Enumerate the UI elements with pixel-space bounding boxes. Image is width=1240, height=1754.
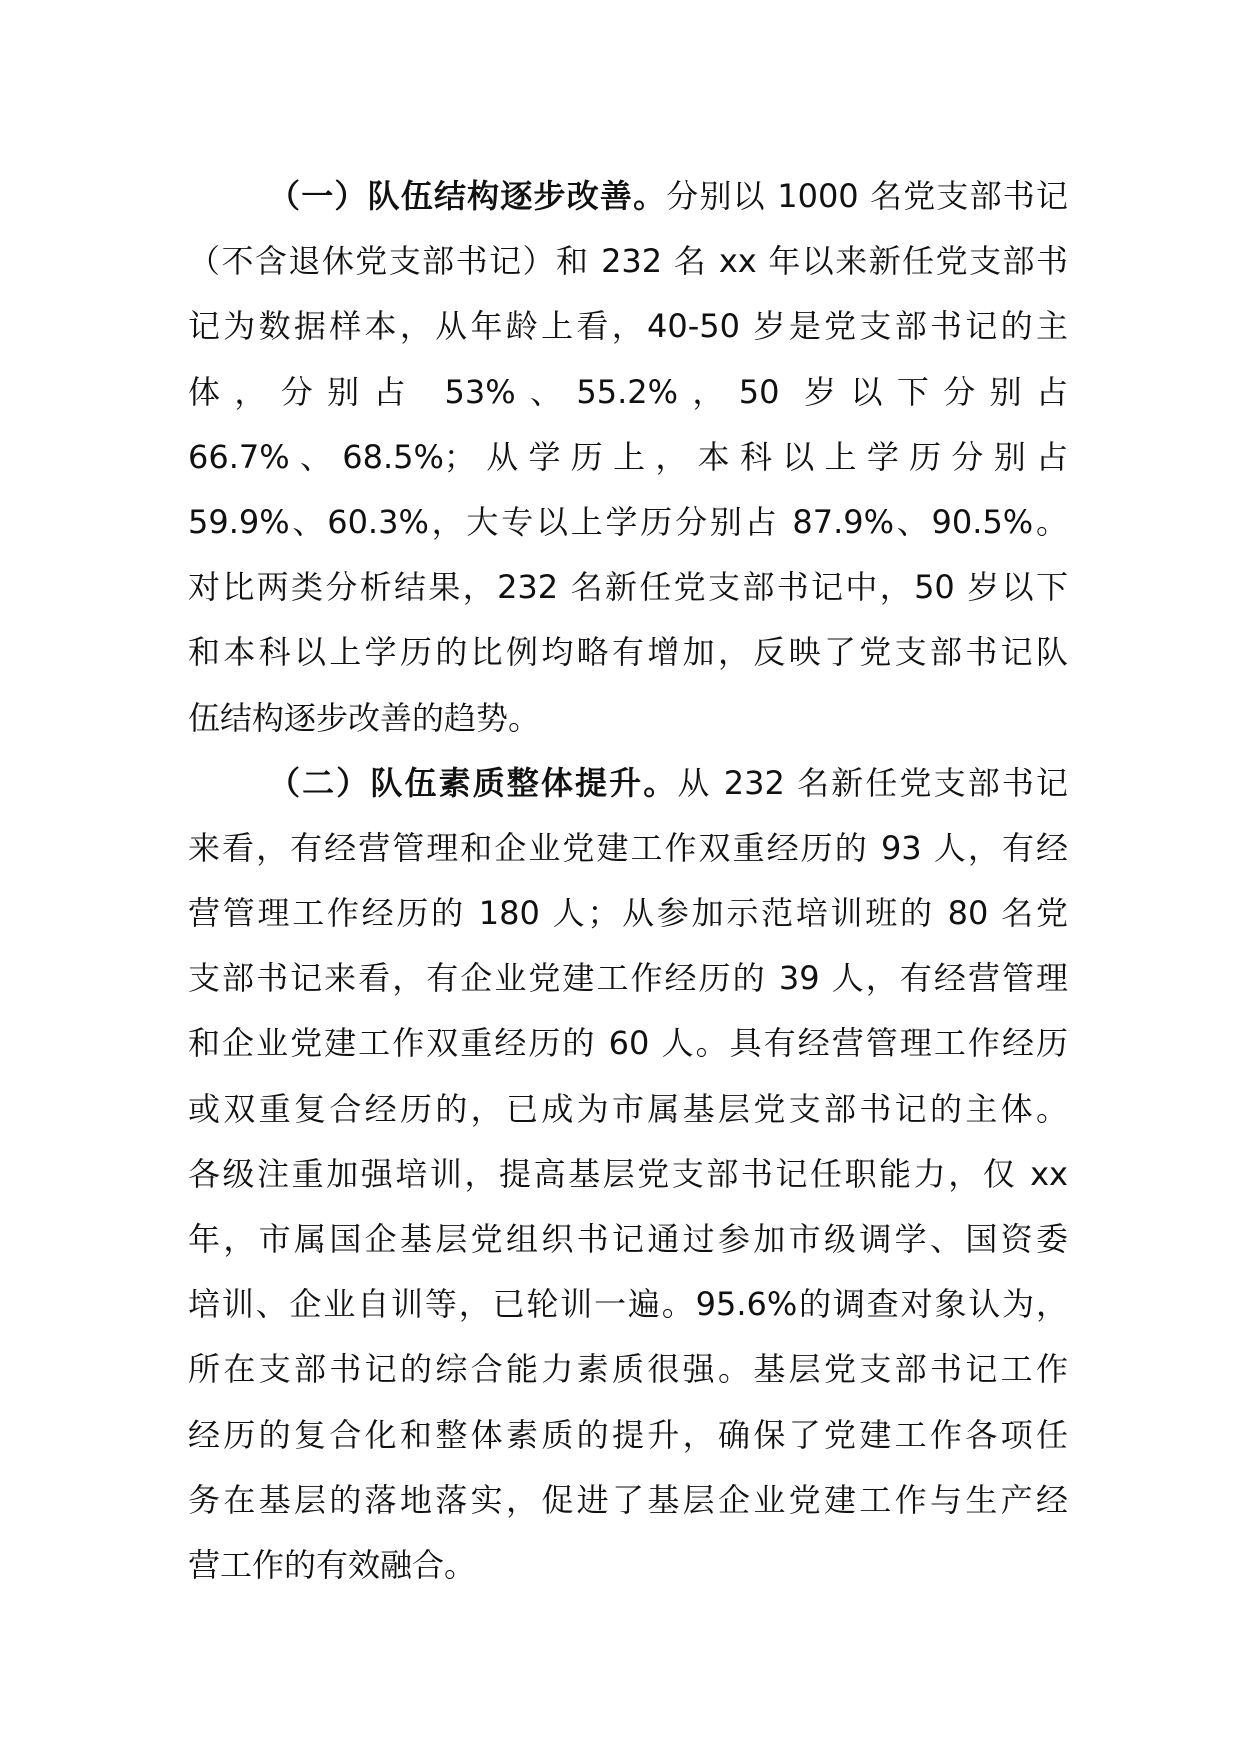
paragraph-1-line-4: 体，分别占 53%、55.2%，50 岁以下分别占 [188, 372, 1068, 411]
paragraph-2-line-5: 和企业党建工作双重经历的 60 人。具有经营管理工作经历 [188, 1024, 1068, 1063]
paragraph-1-line-8: 和本科以上学历的比例均略有增加，反映了党支部书记队 [188, 633, 1068, 672]
paragraph-2-line-9: 培训、企业自训等，已轮训一遍。95.6%的调查对象认为， [188, 1285, 1068, 1324]
paragraph-1-line-9: 伍结构逐步改善的趋势。 [188, 698, 541, 737]
paragraph-2-line-12: 务在基层的落地落实，促进了基层企业党建工作与生产经 [188, 1480, 1068, 1519]
paragraph-1-line-6: 59.9%、60.3%，大专以上学历分别占 87.9%、90.5%。 [188, 502, 1068, 541]
document-body [188, 164, 1068, 1598]
paragraph-2-line-11: 经历的复合化和整体素质的提升，确保了党建工作各项任 [188, 1415, 1068, 1454]
paragraph-2-line-4: 支部书记来看，有企业党建工作经历的 39 人，有经营管理 [188, 959, 1068, 998]
paragraph-2-text: 从 232 名新任党支部书记 [677, 763, 1068, 802]
paragraph-1-line-5: 66.7%、68.5%；从学历上，本科以上学历分别占 [188, 437, 1068, 476]
paragraph-1-line-1 [188, 164, 1068, 229]
paragraph-1-line-2: （不含退休党支部书记）和 232 名 xx 年以来新任党支部书 [188, 242, 1068, 281]
paragraph-2-line-3: 营管理工作经历的 180 人；从参加示范培训班的 80 名党 [188, 894, 1068, 933]
paragraph-2-line-13: 营工作的有效融合。 [188, 1545, 477, 1584]
paragraph-1-text: 分别以 1000 名党支部书记 [666, 177, 1068, 215]
paragraph-2-line-10: 所在支部书记的综合能力素质很强。基层党支部书记工作 [188, 1350, 1068, 1389]
paragraph-2-line-1 [188, 751, 1068, 816]
paragraph-2-line-2: 来看，有经营管理和企业党建工作双重经历的 93 人，有经 [188, 828, 1068, 867]
section-heading-1: （一）队伍结构逐步改善。 [268, 177, 667, 215]
paragraph-1-line-7: 对比两类分析结果，232 名新任党支部书记中，50 岁以下 [188, 568, 1068, 607]
paragraph-2-line-7: 各级注重加强培训，提高基层党支部书记任职能力，仅 xx [188, 1154, 1068, 1193]
section-heading-2: （二）队伍素质整体提升。 [268, 763, 678, 802]
paragraph-2-line-6: 或双重复合经历的，已成为市属基层党支部书记的主体。 [188, 1089, 1068, 1128]
paragraph-2-line-8: 年，市属国企基层党组织书记通过参加市级调学、国资委 [188, 1220, 1068, 1258]
paragraph-1-line-3: 记为数据样本，从年龄上看，40-50 岁是党支部书记的主 [188, 307, 1068, 346]
